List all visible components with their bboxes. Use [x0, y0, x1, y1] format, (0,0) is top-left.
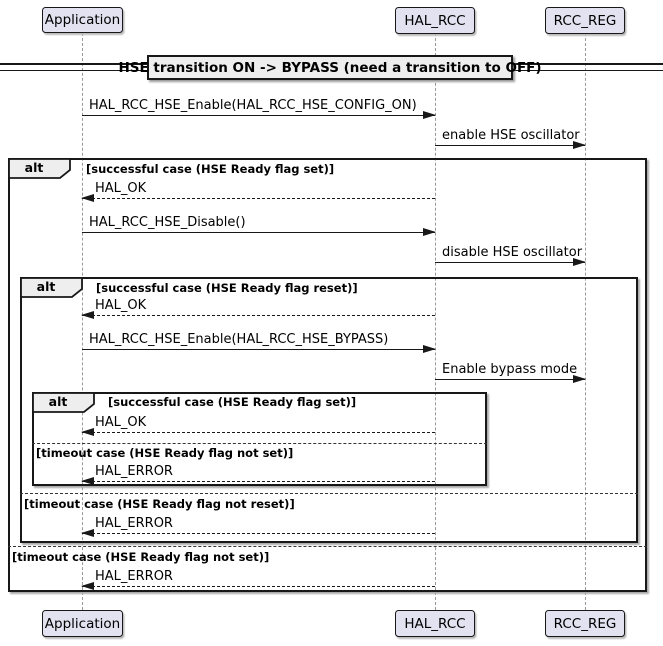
alt-operator-outer: [8, 158, 72, 179]
alt-operator-label: alt: [36, 279, 56, 294]
message-hse-enable-config-on: [82, 98, 435, 118]
message-label: disable HSE oscillator: [442, 245, 583, 260]
message-label: HAL_ERROR: [95, 464, 173, 479]
message-label: HAL_OK: [95, 415, 147, 430]
message-line: [82, 349, 435, 350]
alt-section-divider-middle: [20, 493, 638, 494]
message-line: [82, 315, 435, 316]
arrowhead-left-icon: [81, 194, 94, 202]
message-label: Enable bypass mode: [442, 362, 578, 377]
alt-section-divider-inner: [32, 443, 487, 444]
message-enable-bypass-mode: [435, 362, 585, 382]
message-line: [82, 533, 435, 534]
message-line: [82, 198, 435, 199]
message-hal-ok-1: [82, 181, 435, 201]
message-line: [82, 586, 435, 587]
message-hal-error-3: [82, 569, 435, 589]
message-line: [82, 432, 435, 433]
message-line: [82, 115, 435, 116]
message-hal-ok-3: [82, 415, 435, 435]
guard-inner-timeout: [timeout case (HSE Ready flag not set)]: [36, 446, 294, 460]
message-enable-hse-oscillator: [435, 128, 585, 148]
message-label: HAL_ERROR: [95, 516, 173, 531]
participant-hal-rcc-top: HAL_RCC: [395, 7, 475, 34]
message-hse-enable-bypass: [82, 332, 435, 352]
guard-middle-success: [successful case (HSE Ready flag reset)]: [96, 281, 358, 295]
message-disable-hse-oscillator: [435, 245, 585, 265]
message-label: HAL_RCC_HSE_Disable(): [89, 215, 246, 230]
arrowhead-right-icon: [573, 375, 586, 383]
participant-rcc-reg-bottom: RCC_REG: [545, 610, 625, 637]
message-hal-error-2: [82, 516, 435, 536]
arrowhead-left-icon: [81, 529, 94, 537]
arrowhead-right-icon: [573, 141, 586, 149]
arrowhead-right-icon: [573, 258, 586, 266]
message-hal-ok-2: [82, 298, 435, 318]
message-label: HAL_RCC_HSE_Enable(HAL_RCC_HSE_BYPASS): [89, 332, 389, 347]
participant-rcc-reg-top: RCC_REG: [545, 7, 625, 34]
message-line: [435, 145, 585, 146]
message-line: [435, 379, 585, 380]
message-label: HAL_OK: [95, 181, 147, 196]
message-line: [435, 262, 585, 263]
guard-middle-timeout: [timeout case (HSE Ready flag not reset)]: [24, 497, 295, 511]
arrowhead-right-icon: [423, 228, 436, 236]
alt-section-divider-outer: [8, 546, 647, 547]
guard-inner-success: [successful case (HSE Ready flag set)]: [108, 395, 357, 409]
divider-title: HSE transition ON -> BYPASS (need a transition to OFF): [147, 55, 513, 80]
arrowhead-right-icon: [423, 345, 436, 353]
participant-application-bottom: Application: [42, 610, 123, 637]
message-line: [82, 481, 435, 482]
guard-outer-timeout: [timeout case (HSE Ready flag not set)]: [12, 550, 270, 564]
alt-operator-label: alt: [48, 394, 68, 409]
arrowhead-right-icon: [423, 111, 436, 119]
alt-operator-middle: [20, 277, 84, 298]
message-label: enable HSE oscillator: [442, 128, 580, 143]
guard-outer-success: [successful case (HSE Ready flag set)]: [86, 162, 335, 176]
arrowhead-left-icon: [81, 477, 94, 485]
participant-hal-rcc-bottom: HAL_RCC: [395, 610, 475, 637]
message-label: HAL_ERROR: [95, 569, 173, 584]
message-label: HAL_RCC_HSE_Enable(HAL_RCC_HSE_CONFIG_ON): [89, 98, 417, 113]
arrowhead-left-icon: [81, 582, 94, 590]
message-hse-disable: [82, 215, 435, 235]
message-label: HAL_OK: [95, 298, 147, 313]
alt-operator-label: alt: [24, 160, 44, 175]
alt-operator-inner: [32, 392, 96, 413]
arrowhead-left-icon: [81, 428, 94, 436]
participant-application-top: Application: [42, 7, 123, 33]
message-line: [82, 232, 435, 233]
arrowhead-left-icon: [81, 311, 94, 319]
message-hal-error-1: [82, 464, 435, 484]
